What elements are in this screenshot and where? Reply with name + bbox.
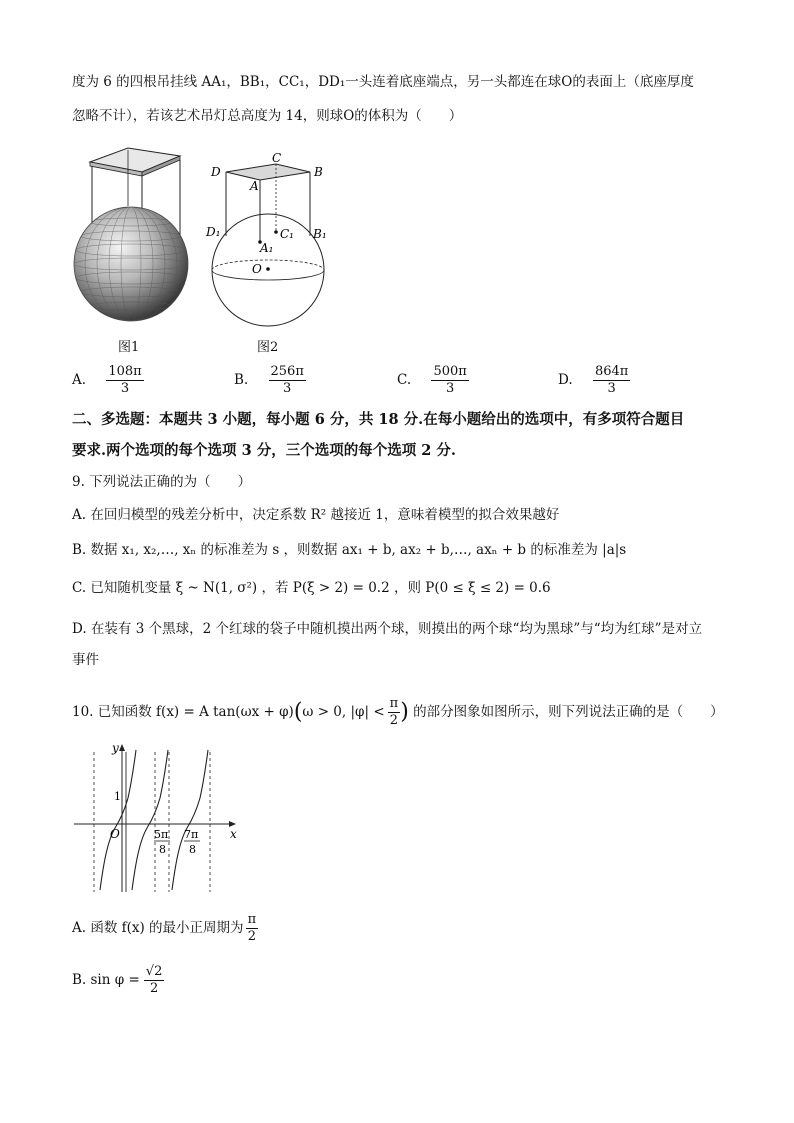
q10-stem: 10. 已知函数 f(x) = A tan(ωx + φ)(ω > 0, |φ| < $\frac{\pi}{2}$ ) 的部分图象如图所示，则下列说法正确的是（ ）: [72, 696, 724, 728]
q9-option-b: B. 数据 x₁, x₂,…, xₙ 的标准差为 s ，则数据 ax₁ + b, ax₂ + b,…, axₙ + b 的标准差为 |a|s: [72, 542, 627, 558]
q10-stem-pre: 10. 已知函数 f(x) = A tan(ωx + φ): [72, 704, 294, 720]
section2-line2: 要求.两个选项的每个选项 3 分，三个选项的每个选项 2 分.: [72, 442, 456, 459]
graph-tick2-den: 8: [189, 843, 196, 856]
q9-option-c: C. 已知随机变量 ξ ~ N(1, σ²) ，若 P(ξ > 2) = 0.2 ，则 P(0 ≤ ξ ≤ 2) = 0.6: [72, 580, 551, 596]
label-O: O: [252, 262, 262, 276]
figure1-disco-lamp: [68, 140, 198, 340]
q10-tangent-graph: [70, 740, 245, 895]
label-D: D: [211, 165, 221, 179]
q8-line2: 忽略不计），若该艺术吊灯总高度为 14，则球O的体积为（ ）: [72, 108, 463, 124]
graph-tick1-den: 8: [159, 843, 166, 856]
q9-option-d-line2: 事件: [72, 652, 99, 668]
graph-tick2-num: 7π: [184, 828, 199, 841]
q8-option-d: D. $\frac{864\pi}{3}$: [558, 364, 629, 396]
q8-line1: 度为 6 的四根吊挂线 AA₁，BB₁，CC₁，DD₁一头连着底座端点，另一头都连在球O的表面上（底座厚度: [72, 74, 694, 90]
figure2-geometry: [202, 148, 342, 334]
graph-origin: O: [110, 827, 120, 841]
graph-tick1-num: 5π: [154, 828, 169, 841]
q9-option-a: A. 在回归模型的残差分析中，决定系数 R² 越接近 1，意味着模型的拟合效果越好: [72, 507, 560, 523]
q9-option-d-line1: D. 在装有 3 个黑球，2 个红球的袋子中随机摸出两个球，则摸出的两个球“均为黑球”与“均为红球”是对立: [72, 621, 703, 637]
graph-x-label: x: [230, 827, 237, 841]
q8-option-a: A. $\frac{108\pi}{3}$: [72, 364, 142, 396]
q10-condition: ω > 0, |φ| <: [302, 704, 385, 720]
label-A: A: [250, 179, 259, 193]
graph-label-one: 1: [114, 790, 121, 803]
label-C1: C₁: [280, 227, 294, 241]
label-B1: B₁: [313, 227, 327, 241]
q8-option-c: C. $\frac{500\pi}{3}$: [397, 364, 467, 396]
label-B: B: [314, 165, 323, 179]
q10-option-a: A. 函数 f(x) 的最小正周期为 $\frac{\pi}{2}$: [72, 912, 257, 944]
section2-line1: 二、多选题：本题共 3 小题，每小题 6 分，共 18 分.在每小题给出的选项中，有多项符合题目: [72, 411, 685, 428]
q10-option-b: B. sin φ = $\frac{√2}{2}$: [72, 964, 163, 996]
q8-option-b: B. $\frac{256\pi}{3}$: [234, 364, 304, 396]
label-C: C: [272, 151, 282, 165]
q9-stem: 9. 下列说法正确的为（ ）: [72, 474, 252, 490]
figure2-label: 图2: [257, 340, 279, 355]
label-D1: D₁: [206, 225, 221, 239]
figure1-label: 图1: [118, 340, 140, 355]
graph-y-label: y: [112, 741, 119, 755]
label-A1: A₁: [260, 241, 274, 255]
q10-stem-post: 的部分图象如图所示，则下列说法正确的是（ ）: [413, 704, 724, 720]
